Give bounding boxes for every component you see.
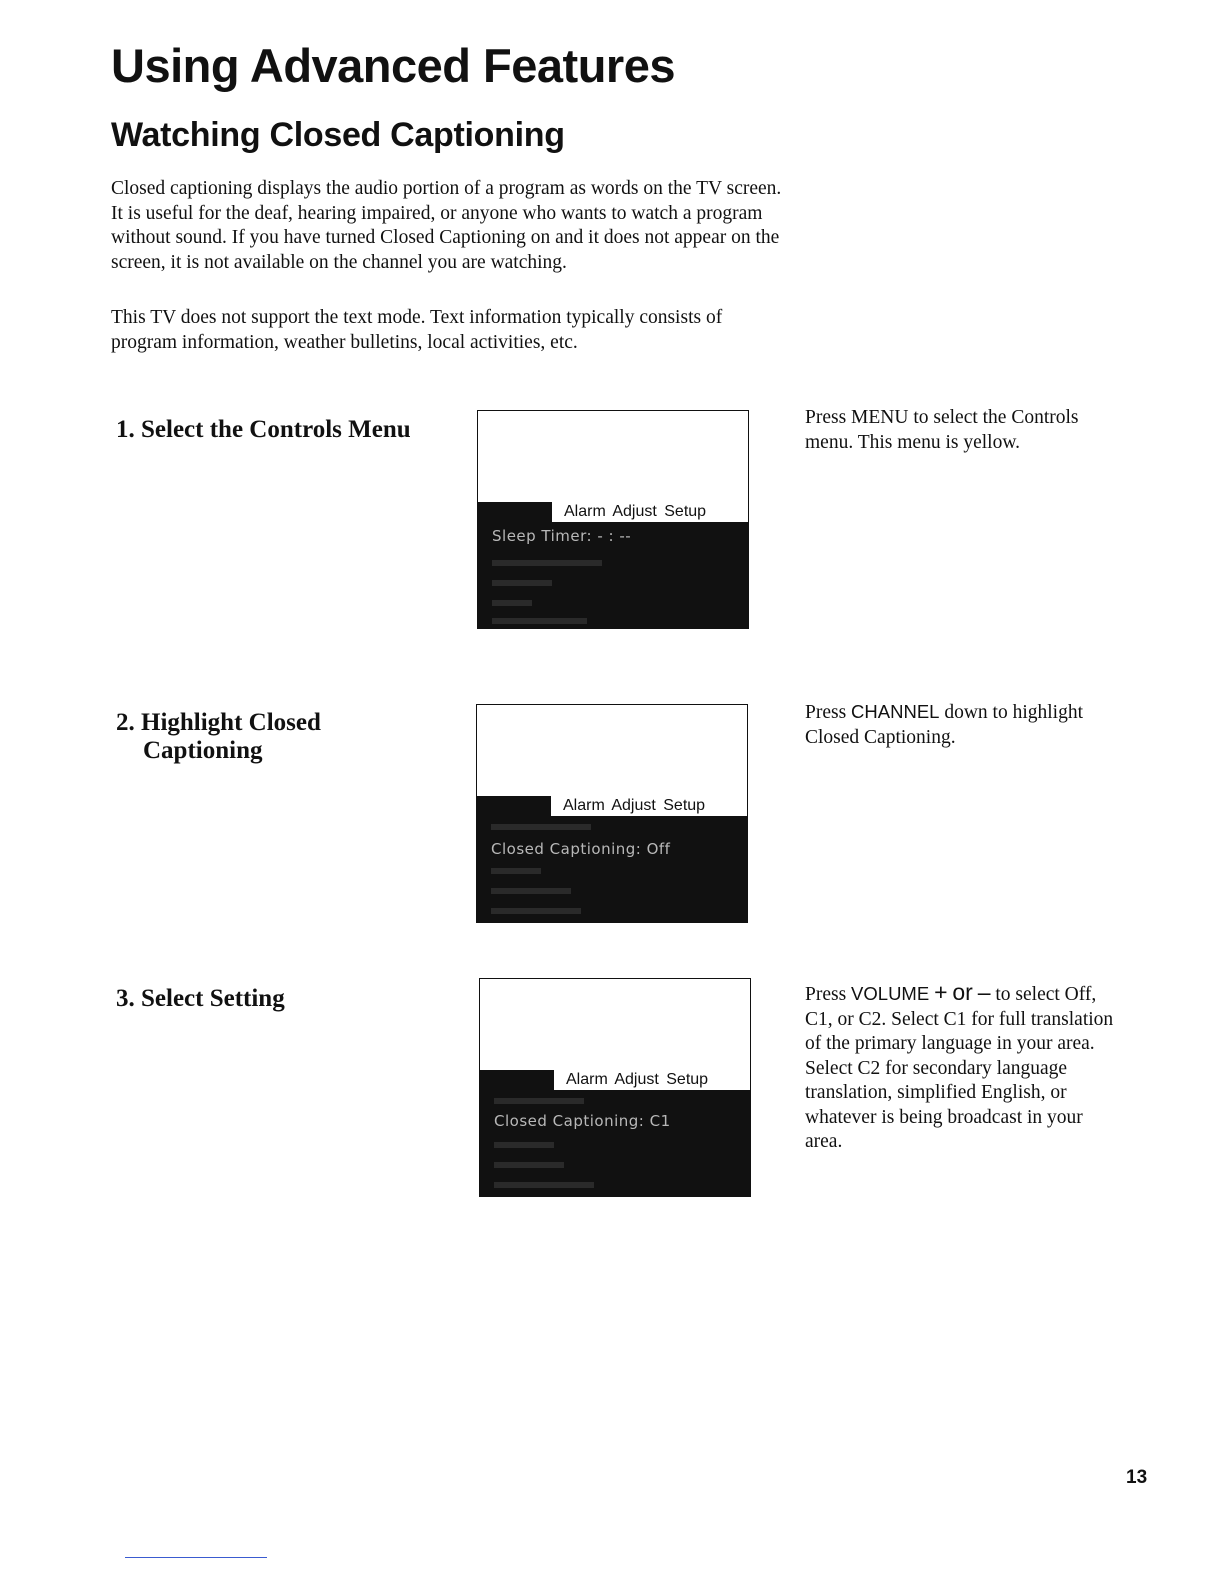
step-2-description: Press CHANNEL down to highlight Closed Captioning. <box>805 701 1084 748</box>
step-3-description: Press VOLUME + or – to select Off, C1, or C2. Select C1 for full translation of the primary language in your area. Select C2 for secondary language translation, simplified English, or whatever is being broadcast in your area. <box>805 979 1114 1152</box>
footer-rule <box>125 1557 267 1558</box>
step-1-description: Press MENU to select the Controls menu. This menu is yellow. <box>805 407 1079 453</box>
step-3-heading: 3. Select Setting <box>116 985 285 1012</box>
intro-paragraph: Closed captioning displays the audio portion of a program as words on the TV screen. It is useful for the deaf, hearing impaired, or anyone who wants to watch a program without sound. If you have turned Closed Captioning on and it does not appear on the screen, it is not available on the channel you are watching. <box>111 178 782 273</box>
controls-menu-panel <box>480 1090 750 1196</box>
controls-menu-panel <box>478 522 748 628</box>
selected-tab-block <box>480 1070 554 1090</box>
text-mode-paragraph: This TV does not support the text mode. Text information typically consists of program information, weather bulletins, local activities, etc. <box>111 307 723 353</box>
sleep-timer-line: Sleep Timer: - : -- <box>492 527 632 545</box>
step-2-tv-screen <box>476 704 748 923</box>
step-1-tv-screen <box>477 410 749 629</box>
menu-tabs: Alarm Adjust Setup <box>566 1071 709 1088</box>
menu-tabs: Alarm Adjust Setup <box>564 503 707 520</box>
step-3-tv-screen <box>479 978 751 1197</box>
selected-tab-block <box>477 796 551 816</box>
closed-captioning-line: Closed Captioning: Off <box>491 840 671 858</box>
controls-menu-panel <box>477 816 747 922</box>
selected-tab-block <box>478 502 552 522</box>
menu-tabs: Alarm Adjust Setup <box>563 797 706 814</box>
step-2-heading: 2. Highlight Closed Captioning <box>116 709 321 764</box>
page-number: 13 <box>1126 1467 1148 1488</box>
step-1-heading: 1. Select the Controls Menu <box>116 416 411 443</box>
closed-captioning-line: Closed Captioning: C1 <box>494 1112 671 1130</box>
page-title: Using Advanced Features <box>111 39 675 92</box>
section-title: Watching Closed Captioning <box>111 116 565 154</box>
